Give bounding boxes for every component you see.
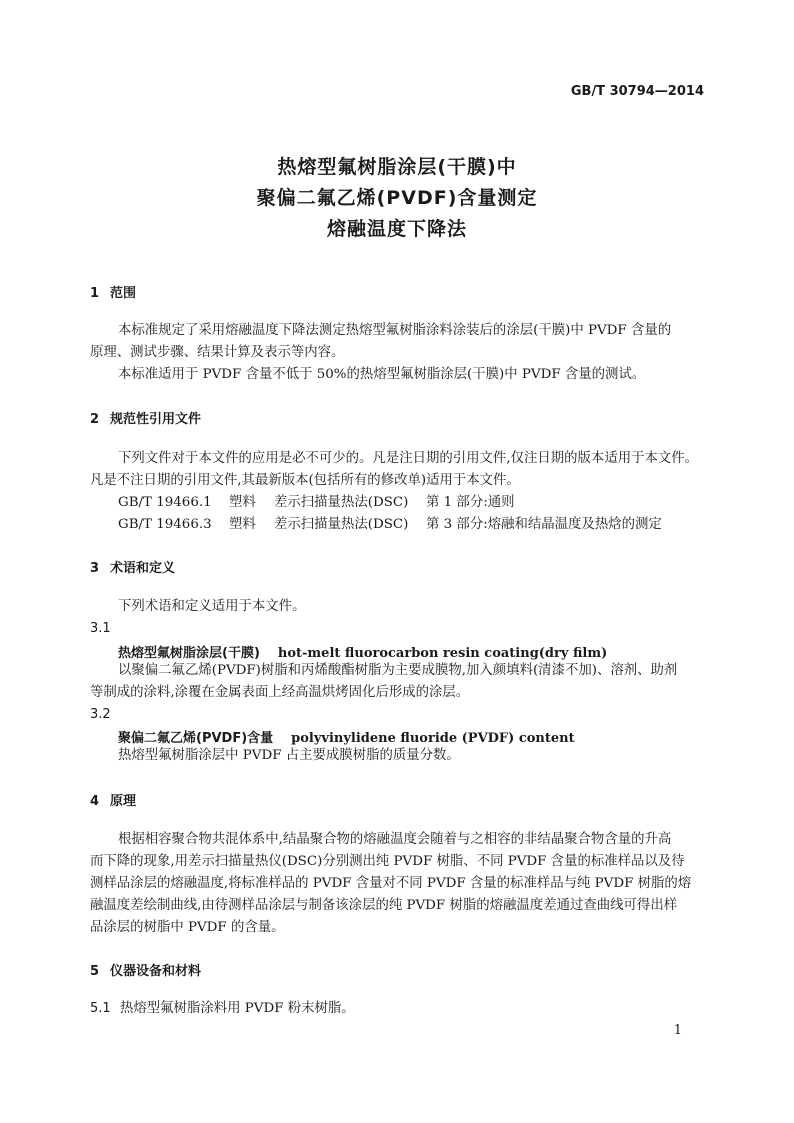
reference-code: GB/T 19466.1 [118, 495, 212, 510]
item-text: 热熔型氟树脂涂料用 PVDF 粉末树脂。 [120, 1001, 355, 1016]
term-3-2 [118, 727, 575, 746]
section-4-heading [90, 790, 136, 809]
s4-paragraph-line-2: 而下降的现象,用差示扫描量热仪(DSC)分别测出纯 PVDF 树脂、不同 PVDF 含量的标准样品以及待 [90, 854, 685, 869]
s1-paragraph-2: 本标准适用于 PVDF 含量不低于 50%的热熔型氟树脂涂层(干膜)中 PVDF 含量的测试。 [118, 367, 646, 382]
term-english: hot-melt fluorocarbon resin coating(dry film) [277, 646, 608, 661]
section-number: 2 [90, 412, 100, 427]
reference-part: 第 1 部分:通则 [426, 495, 515, 510]
section-2-heading [90, 408, 201, 427]
title-line-3: 熔融温度下降法 [326, 218, 467, 240]
section-5-heading [90, 960, 201, 979]
section-title: 原理 [110, 794, 137, 809]
section-title: 术语和定义 [110, 561, 176, 576]
section-number: 4 [90, 794, 100, 809]
normative-reference-2 [118, 514, 662, 536]
reference-title: 差示扫描量热法(DSC) [274, 495, 409, 510]
s4-paragraph-line-3: 测样品涂层的熔融温度,将标准样品的 PVDF 含量对不同 PVDF 含量的标准样品与纯 PVDF 树脂的熔 [90, 876, 692, 891]
term-3-1-definition-line-1: 以聚偏二氟乙烯(PVDF)树脂和丙烯酸酯树脂为主要成膜物,加入颜填料(清漆不加)、溶剂、助剂 [118, 663, 678, 678]
s1-paragraph-1-line-1: 本标准规定了采用熔融温度下降法测定热熔型氟树脂涂料涂装后的涂层(干膜)中 PVDF 含量的 [118, 323, 672, 338]
term-3-1 [118, 642, 607, 661]
page-number: 1 [673, 1023, 682, 1038]
s4-paragraph-line-5: 品涂层的树脂中 PVDF 的含量。 [90, 920, 285, 935]
section-title: 范围 [110, 286, 137, 301]
reference-part: 第 3 部分:熔融和结晶温度及热焓的测定 [426, 517, 662, 532]
normative-reference-1 [118, 492, 515, 514]
term-english: polyvinylidene fluoride (PVDF) content [291, 731, 575, 746]
title-line-1: 热熔型氟树脂涂层(干膜)中 [277, 156, 517, 178]
term-3-1-definition-line-2: 等制成的涂料,涂覆在金属表面上经高温烘烤固化后形成的涂层。 [90, 685, 470, 700]
section-1-heading [90, 282, 136, 301]
s1-paragraph-1-line-2: 原理、测试步骤、结果计算及表示等内容。 [90, 345, 345, 360]
term-chinese: 热熔型氟树脂涂层(干膜) [118, 646, 260, 661]
s4-paragraph-line-1: 根据相容聚合物共混体系中,结晶聚合物的熔融温度会随着与之相容的非结晶聚合物含量的升高 [118, 832, 672, 847]
s4-paragraph-line-4: 融温度差绘制曲线,由待测样品涂层与制备该涂层的纯 PVDF 树脂的熔融温度差通过查曲线可得出样 [90, 898, 678, 913]
standard-number: GB/T 30794—2014 [570, 84, 704, 99]
section-number: 5 [90, 964, 100, 979]
s2-paragraph-line-2: 凡是不注日期的引用文件,其最新版本(包括所有的修改单)适用于本文件。 [90, 473, 520, 488]
reference-category: 塑料 [229, 517, 256, 532]
term-number-3-2: 3.2 [90, 707, 111, 722]
term-chinese: 聚偏二氟乙烯(PVDF)含量 [118, 731, 274, 746]
term-number-3-1: 3.1 [90, 621, 111, 636]
section-3-heading [90, 557, 175, 576]
reference-category: 塑料 [229, 495, 256, 510]
reference-code: GB/T 19466.3 [118, 517, 212, 532]
term-3-2-definition: 热熔型氟树脂涂层中 PVDF 占主要成膜树脂的质量分数。 [118, 748, 460, 763]
section-number: 3 [90, 561, 100, 576]
title-line-2: 聚偏二氟乙烯(PVDF)含量测定 [256, 187, 538, 209]
s2-paragraph-line-1: 下列文件对于本文件的应用是必不可少的。凡是注日期的引用文件,仅注日期的版本适用于本文件。 [118, 451, 699, 466]
s5-item-1 [90, 998, 355, 1020]
s3-intro: 下列术语和定义适用于本文件。 [118, 599, 306, 614]
reference-title: 差示扫描量热法(DSC) [274, 517, 409, 532]
section-title: 仪器设备和材料 [110, 964, 202, 979]
item-number: 5.1 [90, 1001, 111, 1016]
section-number: 1 [90, 286, 100, 301]
section-title: 规范性引用文件 [110, 412, 202, 427]
